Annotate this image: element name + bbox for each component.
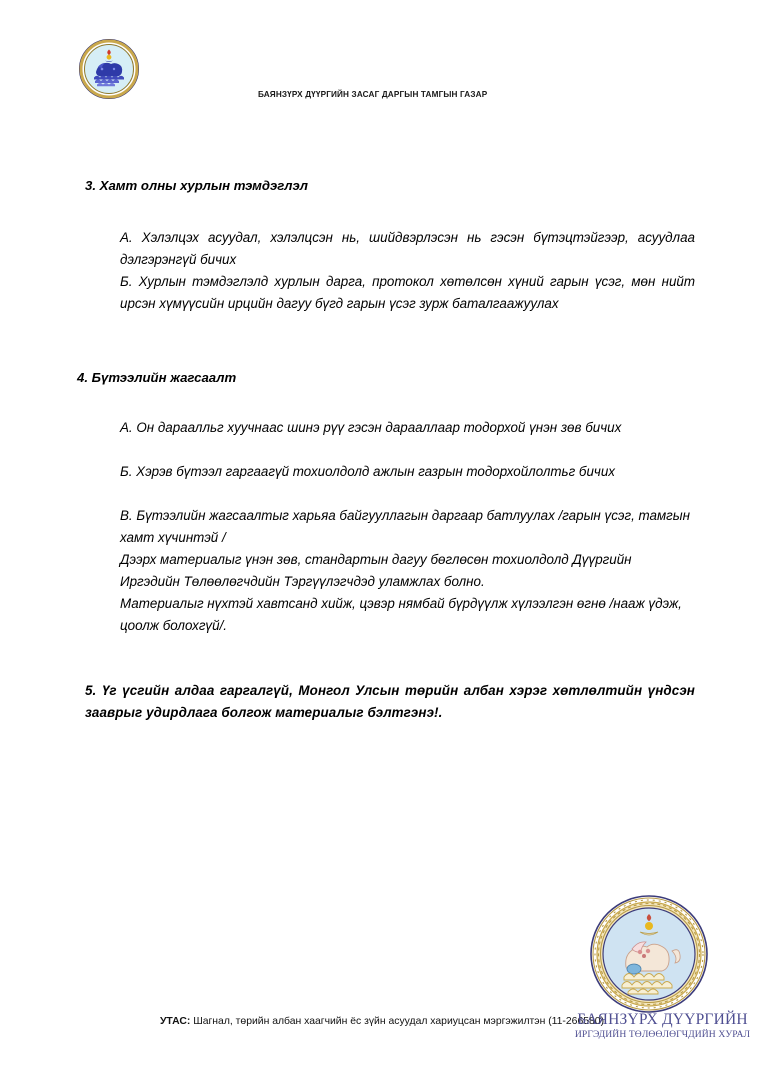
stamp-line-1: БАЯНЗҮРХ ДҮҮРГИЙН <box>577 1011 748 1028</box>
document-header <box>0 0 764 125</box>
section-4-paragraph-b: Б. Хэрэв бүтээл гаргаагүй тохиолдолд ажлын газрын тодорхойлолтьг бичих <box>120 464 615 479</box>
section-4-paragraph-note-1: Дээрх материалыг үнэн зөв, стандартын дагуу бөглөсөн тохиолдолд Дүүргийн Иргэдийн Төлөөлөгчдийн Тэргүүлэгчдэд уламжлах болно. <box>120 552 632 589</box>
bayanzurkh-district-round-seal-icon <box>588 893 710 1015</box>
footer-contact-prefix: УТАС: <box>159 1016 191 1027</box>
council-stamp-overlay <box>560 1012 764 1039</box>
section-5-paragraph: 5. Үг үсгийн алдаа гаргалгүй, Монгол Улсын төрийн албан хэрэг хөтлөлтийн үндсэн зааврыг удирдлага болгож материалыг бэлтгэнэ!. <box>85 683 695 720</box>
section-4-heading: 4. Бүтээлийн жагсаалт <box>77 370 237 385</box>
footer-contact-text: Шагнал, төрийн албан хаагчийн ёс зүйн асуудал хариуцсан мэргэжилтэн (11-266580) <box>190 1016 605 1027</box>
section-3-paragraph-a: А. Хэлэлцэх асуудал, хэлэлцсэн нь, шийдвэрлэсэн нь гэсэн бүтэцтэйгээр, асуудлаа дэлгэрэнгүй бичих <box>120 230 695 267</box>
header-organization-title: БАЯНЗҮРХ ДҮҮРГИЙН ЗАСАГ ДАРГЫН ТАМГЫН ГАЗАР <box>258 90 488 99</box>
stamp-line-2: ИРГЭДИЙН ТӨЛӨӨЛӨГЧДИЙН ХУРАЛ <box>574 1028 751 1040</box>
section-3-paragraph-b: Б. Хурлын тэмдэглэлд хурлын дарга, протокол хөтөлсөн хүний гарын үсэг, мөн нийт ирсэн хүмүүсийн ирцийн дагуу бүгд гарын үсэг зурж баталгаажуулах <box>120 274 695 311</box>
section-3-heading: 3. Хамт олны хурлын тэмдэглэл <box>85 178 308 193</box>
section-4-paragraph-v: В. Бүтээлийн жагсаалтыг харьяа байгууллагын даргаар батлуулах /гарын үсэг, тамгын хамт хүчинтэй / <box>120 508 690 545</box>
bayanzurkh-district-emblem-icon <box>78 38 140 100</box>
section-4-paragraph-a: А. Он дараалльг хуучнаас шинэ рүү гэсэн дарааллаар тодорхой үнэн зөв бичих <box>120 420 622 435</box>
section-4-paragraph-note-2: Материалыг нүхтэй хавтсанд хийж, цэвэр нямбай бүрдүүлж хүлээлгэн өгнө /нааж үдэж, цоолж болохгүй/. <box>120 596 682 633</box>
